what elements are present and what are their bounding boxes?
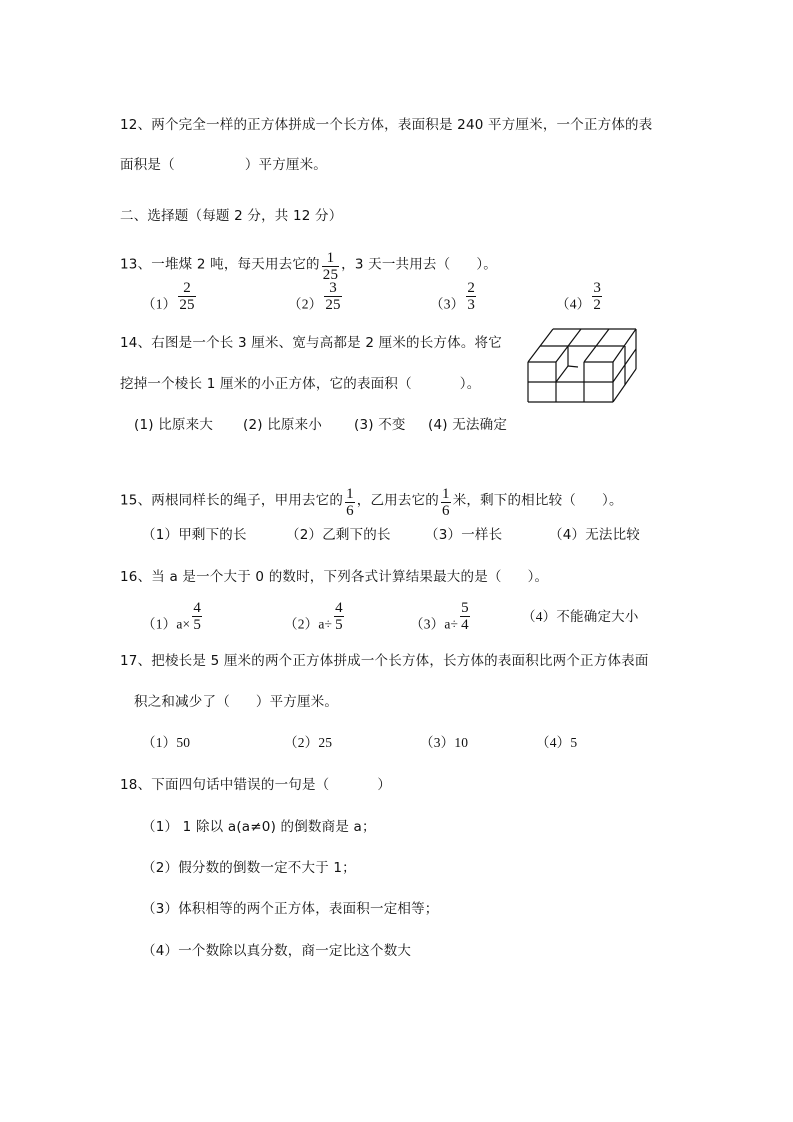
q18-text-pre: 18、下面四句话中错误的一句是（ <box>120 777 330 793</box>
section-title: 二、选择题（每题 2 分，共 12 分） <box>120 208 343 224</box>
q12-text: 12、两个完全一样的正方体拼成一个长方体，表面积是 240 平方厘米，一个正方体的表 <box>120 117 653 133</box>
option-label: （4） <box>556 296 591 312</box>
numerator: 1 <box>326 250 335 266</box>
option-label: （3） <box>430 296 465 312</box>
numerator: 4 <box>335 600 343 616</box>
q17-option-4[interactable]: （4）5 <box>536 735 578 750</box>
q15-text-pre: 15、两根同样长的绳子，甲用去它的 <box>120 492 344 509</box>
q16-option-4[interactable] <box>522 608 639 626</box>
q17-text-post: ）平方厘米。 <box>255 694 339 710</box>
q12-text-post: ）平方厘米。 <box>244 157 328 173</box>
fraction <box>324 280 341 313</box>
numerator: 1 <box>346 486 354 502</box>
numerator: 4 <box>193 600 202 616</box>
fraction <box>192 600 202 633</box>
q18-statement-3[interactable]: （3）体积相等的两个正方体，表面积一定相等； <box>142 901 439 917</box>
q13-option-3[interactable] <box>430 280 478 321</box>
numerator: 1 <box>441 486 450 502</box>
q12-line1 <box>120 116 652 134</box>
denominator: 4 <box>461 617 469 633</box>
q14-line2 <box>120 375 480 393</box>
fraction <box>460 600 470 633</box>
option-label: （1） <box>142 296 177 312</box>
option-label: （4） <box>522 609 557 624</box>
q16-option-3[interactable] <box>410 600 472 641</box>
section-heading <box>120 207 342 225</box>
q14-option-4[interactable]: (4) 无法确定 <box>428 417 508 433</box>
q18-statement-2[interactable]: （2）假分数的倒数一定不大于 1； <box>142 860 356 876</box>
option-label: （1） <box>142 616 177 632</box>
q14-text-post: ）。 <box>459 376 481 392</box>
denominator: 25 <box>179 297 195 313</box>
denominator: 6 <box>346 503 354 519</box>
q18-statement-1[interactable]: （1） 1 除以 a(a≠0) 的倒数商是 a； <box>142 819 376 835</box>
q18-text-end: ） <box>377 777 392 793</box>
fraction <box>466 280 476 313</box>
denominator: 6 <box>441 503 450 519</box>
fraction <box>592 280 602 313</box>
q16-stem <box>120 568 548 586</box>
q13-text-end: ）。 <box>476 256 497 273</box>
fraction <box>178 280 195 313</box>
denominator: 25 <box>322 267 339 283</box>
q14-option-3[interactable]: (3) 不变 <box>354 417 406 433</box>
q15-stem <box>120 484 623 517</box>
q15-option-2[interactable]: （2）乙剩下的长 <box>286 527 391 543</box>
q14-text: 14、右图是一个长 3 厘米、宽与高都是 2 厘米的长方体。将它 <box>120 335 502 351</box>
q18-stem <box>120 776 391 794</box>
q14-line1 <box>120 334 502 352</box>
numerator: 5 <box>461 600 469 616</box>
q12-line2 <box>120 156 327 174</box>
q15-option-4[interactable]: （4）无法比较 <box>549 527 640 543</box>
q17-line2 <box>134 693 338 711</box>
option-label: （2） <box>284 616 319 632</box>
fraction <box>345 486 355 519</box>
numerator: 2 <box>183 280 191 296</box>
fraction <box>441 486 451 519</box>
q15-option-1[interactable]: （1）甲剩下的长 <box>142 527 247 543</box>
q17-option-1[interactable]: （1）50 <box>142 735 191 750</box>
cuboid-figure <box>520 325 645 410</box>
expression: a× <box>176 616 191 632</box>
denominator: 5 <box>335 617 343 633</box>
expression: a÷ <box>444 616 459 632</box>
q16-text-end: ）。 <box>527 569 549 585</box>
q13-stem <box>120 248 497 281</box>
q13-text-post: ，3 天一共用去（ <box>341 256 451 273</box>
q13-option-2[interactable] <box>288 280 344 321</box>
q17-text: 17、把棱长是 5 厘米的两个正方体拼成一个长方体，长方体的表面积比两个正方体表面 <box>120 653 649 669</box>
q13-option-4[interactable] <box>556 280 604 321</box>
fraction <box>322 250 339 283</box>
denominator: 5 <box>193 617 202 633</box>
numerator: 2 <box>467 280 476 296</box>
q15-text-post: 米，剩下的相比较（ <box>452 492 576 509</box>
q14-text-pre: 挖掉一个棱长 1 厘米的小正方体，它的表面积（ <box>120 376 412 392</box>
q16-text-pre: 16、当 a 是一个大于 0 的数时，下列各式计算结果最大的是（ <box>120 569 502 585</box>
q18-statement-4[interactable]: （4）一个数除以真分数，商一定比这个数大 <box>142 943 412 959</box>
q15-option-3[interactable]: （3）一样长 <box>425 527 503 543</box>
option-label: （2） <box>288 296 323 312</box>
expression: a÷ <box>318 616 333 632</box>
q13-options <box>0 280 793 324</box>
q17-text-pre: 积之和减少了（ <box>134 694 230 710</box>
q17-option-2[interactable]: （2）25 <box>284 735 333 750</box>
numerator: 3 <box>593 280 602 296</box>
q13-option-1[interactable] <box>142 280 198 321</box>
q13-text-pre: 13、一堆煤 2 吨，每天用去它的 <box>120 256 320 273</box>
option-label: （3） <box>410 616 445 632</box>
q16-options <box>0 600 793 644</box>
q12-text-pre: 面积是（ <box>120 157 175 173</box>
denominator: 25 <box>325 297 341 313</box>
q17-option-3[interactable]: （3）10 <box>420 735 469 750</box>
q14-option-2[interactable]: (2) 比原来小 <box>243 417 323 433</box>
q14-option-1[interactable]: (1) 比原来大 <box>134 417 214 433</box>
q17-line1 <box>120 652 649 670</box>
q16-option-2[interactable] <box>284 600 346 641</box>
numerator: 3 <box>329 280 337 296</box>
q16-option-1[interactable] <box>142 600 204 641</box>
q15-text-end: ）。 <box>602 492 623 509</box>
denominator: 2 <box>593 297 602 313</box>
fraction <box>334 600 344 633</box>
q15-text-mid: ，乙用去它的 <box>356 492 439 509</box>
denominator: 3 <box>467 297 476 313</box>
option-text: 不能确定大小 <box>556 609 639 625</box>
